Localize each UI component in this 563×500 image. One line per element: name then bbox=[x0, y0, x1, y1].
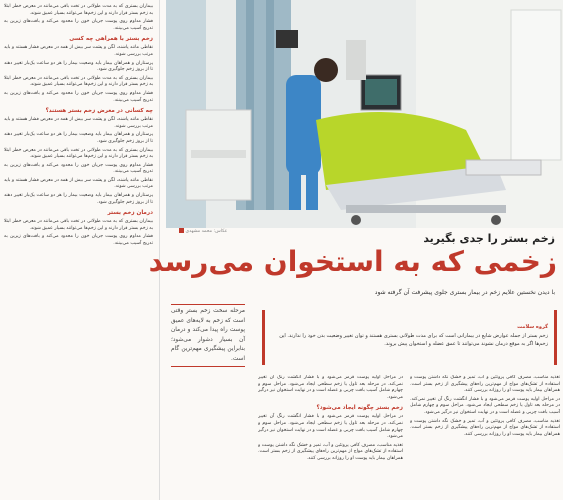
hospital-photo bbox=[166, 0, 563, 228]
article-paragraph: در مراحل اولیه پوست قرمز می‌شود و با فشار انگشت رنگ آن تغییر نمی‌کند. در مرحله بعد تاول یا زخم سطحی ایجاد می‌شود. مراحل سوم و چهارم شامل آسیب بافت چربی و عضله است و در نهایت استخوان نیز درگیر می‌شود. bbox=[258, 414, 403, 440]
quote-text: مرحله سخت زخم بستر وقتی است که زخم به لایه‌های عمیق پوست راه پیدا می‌کند و درمان آن بسیار دشوار می‌شود؛ بنابراین پیشگیری مهم‌ترین گام است. bbox=[171, 308, 245, 362]
section-heading: درمان زخم بستر bbox=[107, 210, 153, 217]
article-paragraph: پرستاران و همراهان بیمار باید وضعیت بیمار را هر دو ساعت یک‌بار تغییر دهند تا از بروز زخم جلوگیری شود. bbox=[4, 60, 153, 73]
article-paragraph: تغذیه مناسب، مصرف کافی پروتئین و آب، تمیز و خشک نگه داشتن پوست و استفاده از تشک‌های مواج از مهم‌ترین راه‌های پیشگیری از زخم بستر است. همراهان بیمار باید پوست او را روزانه بررسی کنند. bbox=[410, 375, 560, 394]
article-paragraph: فشار مداوم روی پوست جریان خون را محدود می‌کند و بافت‌های زیرین به تدریج آسیب می‌بینند. bbox=[4, 234, 153, 247]
article-paragraph: تغذیه مناسب، مصرف کافی پروتئین و آب، تمیز و خشک نگه داشتن پوست و استفاده از تشک‌های مواج از مهم‌ترین راه‌های پیشگیری از زخم بستر است. همراهان بیمار باید پوست او را روزانه بررسی کنند. bbox=[410, 418, 560, 437]
pull-quote bbox=[167, 300, 249, 480]
camera-icon bbox=[179, 228, 184, 233]
right-text-column bbox=[410, 375, 560, 500]
article-headline: زخمی که به استخوان می‌رسد bbox=[148, 245, 557, 278]
article-paragraph: فشار مداوم روی پوست جریان خون را محدود می‌کند و بافت‌های زیرین به تدریج آسیب می‌بینند. bbox=[4, 90, 153, 103]
divider bbox=[171, 304, 245, 305]
byline: گروه سلامت bbox=[517, 324, 548, 330]
section-heading: زخم بستر چگونه ایجاد می‌شود؟ bbox=[316, 405, 403, 412]
article-paragraph: بیماران بستری که به مدت طولانی در تخت باقی می‌مانند در معرض خطر ابتلا به زخم بستر قرار دارند و این زخم‌ها می‌توانند بسیار عمیق شوند. bbox=[4, 147, 153, 160]
article-paragraph: فشار مداوم روی پوست جریان خون را محدود می‌کند و بافت‌های زیرین به تدریج آسیب می‌بینند. bbox=[4, 162, 153, 175]
divider bbox=[171, 366, 245, 367]
article-paragraph: نقاطی مانند پاشنه، لگن و پشت سر بیش از همه در معرض فشار هستند و باید مرتب بررسی شوند. bbox=[4, 117, 153, 129]
article-standfirst: با دیدن نخستین علایم زخم در بیمار بستری جلوی پیشرفت آن گرفته شود bbox=[374, 289, 555, 296]
lead-paragraph: زخم بستر از جمله عوارض شایع در بیمارانی است که برای مدت طولانی بستری هستند و توان تغییر وضعیت بدن خود را ندارند. این زخم‌ها اگر به موقع درمان نشوند می‌توانند تا عمق عضله و استخوان پیش بروند. bbox=[279, 333, 548, 347]
article-paragraph: نقاطی مانند پاشنه، لگن و پشت سر بیش از همه در معرض فشار هستند و باید مرتب بررسی شوند. bbox=[4, 45, 153, 57]
section-heading: زخم بستر با همراهی چه کسی bbox=[69, 36, 153, 43]
article-paragraph: در مراحل اولیه پوست قرمز می‌شود و با فشار انگشت رنگ آن تغییر نمی‌کند. در مرحله بعد تاول یا زخم سطحی ایجاد می‌شود. مراحل سوم و چهارم شامل آسیب بافت چربی و عضله است و در نهایت استخوان نیز درگیر می‌شود. bbox=[258, 375, 403, 400]
article-paragraph: پرستاران و همراهان بیمار باید وضعیت بیمار را هر دو ساعت یک‌بار تغییر دهند تا از بروز زخم جلوگیری شود. bbox=[4, 193, 153, 205]
article-paragraph: بیماران بستری که به مدت طولانی در تخت باقی می‌مانند در معرض خطر ابتلا به زخم بستر قرار دارند و این زخم‌ها می‌توانند بسیار عمیق شوند. bbox=[4, 219, 153, 231]
article-paragraph: نقاطی مانند پاشنه، لگن و پشت سر بیش از همه در معرض فشار هستند و باید مرتب بررسی شوند. bbox=[4, 177, 153, 190]
middle-text-column bbox=[258, 375, 403, 500]
article-paragraph: فشار مداوم روی پوست جریان خون را محدود می‌کند و بافت‌های زیرین به تدریج آسیب می‌بینند. bbox=[4, 19, 153, 31]
article-paragraph: در مراحل اولیه پوست قرمز می‌شود و با فشار انگشت رنگ آن تغییر نمی‌کند. در مرحله بعد تاول یا زخم سطحی ایجاد می‌شود. مراحل سوم و چهارم شامل آسیب بافت چربی و عضله است و در نهایت استخوان نیز درگیر می‌شود. bbox=[410, 396, 560, 415]
article-paragraph: بیماران بستری که به مدت طولانی در تخت باقی می‌مانند در معرض خطر ابتلا به زخم بستر قرار دارند و این زخم‌ها می‌توانند بسیار عمیق شوند. bbox=[4, 75, 153, 88]
article-paragraph: پرستاران و همراهان بیمار باید وضعیت بیمار را هر دو ساعت یک‌بار تغییر دهند تا از بروز زخم جلوگیری شود. bbox=[4, 132, 153, 144]
article-paragraph: بیماران بستری که به مدت طولانی در تخت باقی می‌مانند در معرض خطر ابتلا به زخم بستر قرار دارند و این زخم‌ها می‌توانند بسیار عمیق شوند. bbox=[4, 4, 153, 16]
article-paragraph: تغذیه مناسب، مصرف کافی پروتئین و آب، تمیز و خشک نگه داشتن پوست و استفاده از تشک‌های مواج از مهم‌ترین راه‌های پیشگیری از زخم بستر است. همراهان بیمار باید پوست او را روزانه بررسی کنند. bbox=[258, 442, 403, 461]
lead-box bbox=[262, 310, 557, 365]
left-text-column bbox=[0, 0, 160, 500]
photo-credit: عکاس: محمد مشهدی bbox=[176, 228, 227, 234]
article-kicker: زخم بستر را جدی بگیرید bbox=[423, 232, 555, 245]
section-heading: چه کسانی در معرض زخم بستر هستند؟ bbox=[45, 108, 153, 115]
